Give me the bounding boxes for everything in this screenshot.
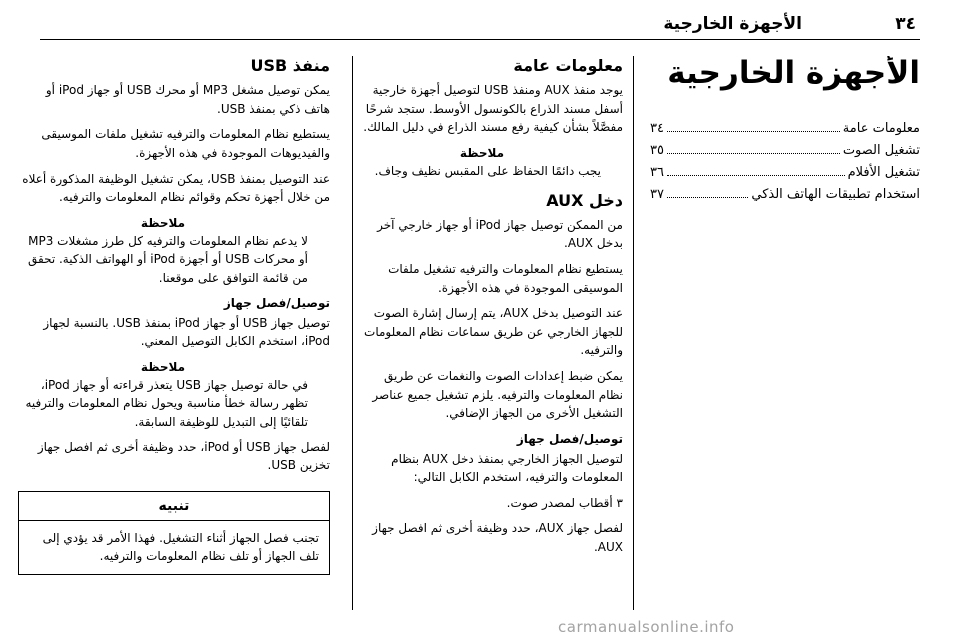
chapter-toc-column (650, 56, 920, 610)
usb-column (14, 56, 330, 610)
aux-paragraph: يمكن ضبط إعدادات الصوت والنغمات عن طريق نظام المعلومات والترفيه. يلزم تشغيل جميع عناصر التشغيل الأخرى من الجهاز الإضافي. (372, 368, 623, 421)
general-info-column (352, 56, 634, 610)
caution-title: تنبيه (19, 492, 329, 521)
toc-label: استخدام تطبيقات الهاتف الذكي (751, 187, 920, 203)
aux-connect-paragraph: لفصل جهاز AUX، حدد وظيفة أخرى ثم افصل جهاز AUX. (372, 521, 623, 555)
general-info-paragraph: يوجد منفذ AUX ومنفذ USB لتوصيل أجهزة خارجية أسفل مسند الذراع بالكونسول الأوسط. ستجد شرحًا مفصَّلاً بشأن كيفية رفع مسند الذراع في دليل المالك. (363, 83, 623, 135)
aux-heading: دخل AUX (546, 190, 623, 210)
usb-connect-paragraph: لفصل جهاز USB أو iPod، حدد وظيفة أخرى ثم افصل جهاز تخزين USB. (37, 439, 330, 473)
note (18, 358, 330, 432)
note-title: ملاحظة (459, 145, 505, 160)
toc-entry[interactable] (650, 162, 920, 184)
note-text: يجب دائمًا الحفاظ على المقبس نظيف وجاف. (374, 163, 601, 178)
note (18, 214, 330, 288)
section-title: الأجهزة الخارجية (663, 14, 802, 34)
usb-paragraph: يمكن توصيل مشغل MP3 أو محرك USB أو جهاز iPod أو هاتف ذكي بمنفذ USB. (45, 83, 330, 116)
aux-paragraph: من الممكن توصيل جهاز iPod أو جهاز خارجي آخر بدخل AUX. (377, 217, 623, 251)
note-text: في حالة توصيل جهاز USB يتعذر قراءته أو جهاز iPod، تظهر رسالة خطأ مناسبة ويحول نظام المعلومات والترفيه تلقائيًا إلى التبديل للوظيفة السابقة. (25, 377, 308, 429)
toc-label: تشغيل الصوت (842, 143, 920, 159)
caution-text: تجنب فصل الجهاز أثناء التشغيل. فهذا الأمر قد يؤدي إلى تلف الجهاز أو تلف نظام المعلومات والترفيه. (42, 530, 319, 564)
toc-leader (667, 153, 840, 154)
toc-page: ٣٦ (650, 165, 664, 181)
usb-paragraph: يستطيع نظام المعلومات والترفيه تشغيل ملفات الموسيقى والفيديوهات الموجودة في هذه الأجهزة. (41, 127, 330, 160)
chapter-title: الأجهزة الخارجية (667, 56, 920, 91)
usb-connect-heading: توصيل/فصل جهاز (223, 295, 330, 310)
toc-entry[interactable] (650, 184, 920, 206)
usb-connect-paragraph: توصيل جهاز USB أو جهاز iPod بمنفذ USB. بالنسبة لجهاز iPod، استخدم الكابل التوصيل المعني. (43, 315, 330, 349)
toc-leader (667, 197, 748, 198)
aux-connect-paragraph: لتوصيل الجهاز الخارجي بمنفذ دخل AUX بنظام المعلومات والترفيه، استخدم الكابل التالي: (391, 451, 623, 485)
toc-leader (667, 175, 845, 176)
toc-entry[interactable] (650, 140, 920, 162)
aux-connect-heading: توصيل/فصل جهاز (516, 431, 623, 446)
caution-box (18, 491, 330, 575)
note-text: لا يدعم نظام المعلومات والترفيه كل طرز مشغلات MP3 أو محركات USB أو أجهزة iPod أو الهواتف الذكية. تحقق من قائمة التوافق على موقعنا. (28, 233, 308, 285)
aux-connect-paragraph: ٣ أقطاب لمصدر صوت. (506, 495, 623, 510)
note-title: ملاحظة (140, 359, 186, 374)
note-title: ملاحظة (140, 215, 186, 230)
aux-paragraph: يستطيع نظام المعلومات والترفيه تشغيل ملفات الموسيقى الموجودة في هذه الأجهزة. (388, 261, 623, 295)
general-info-heading: معلومات عامة (513, 56, 623, 75)
toc-page: ٣٤ (650, 121, 664, 137)
toc-leader (667, 131, 840, 132)
toc-page: ٣٧ (650, 187, 664, 203)
toc-label: معلومات عامة (842, 121, 920, 137)
page-header (40, 14, 920, 40)
page-number: ٣٤ (895, 14, 916, 34)
aux-paragraph: عند التوصيل بدخل AUX، يتم إرسال إشارة الصوت للجهاز الخارجي عن طريق سماعات نظام المعلومات والترفيه. (364, 306, 623, 358)
note (363, 144, 623, 181)
usb-paragraph: عند التوصيل بمنفذ USB، يمكن تشغيل الوظيفة المذكورة أعلاه من خلال أجهزة تحكم وقوائم نظام المعلومات والترفيه. (22, 171, 330, 205)
watermark: carmanualsonline.info (558, 618, 735, 636)
usb-heading: منفذ USB (250, 56, 330, 75)
toc-page: ٣٥ (650, 143, 664, 159)
toc-label: تشغيل الأفلام (847, 165, 920, 181)
toc-entry[interactable] (650, 118, 920, 140)
